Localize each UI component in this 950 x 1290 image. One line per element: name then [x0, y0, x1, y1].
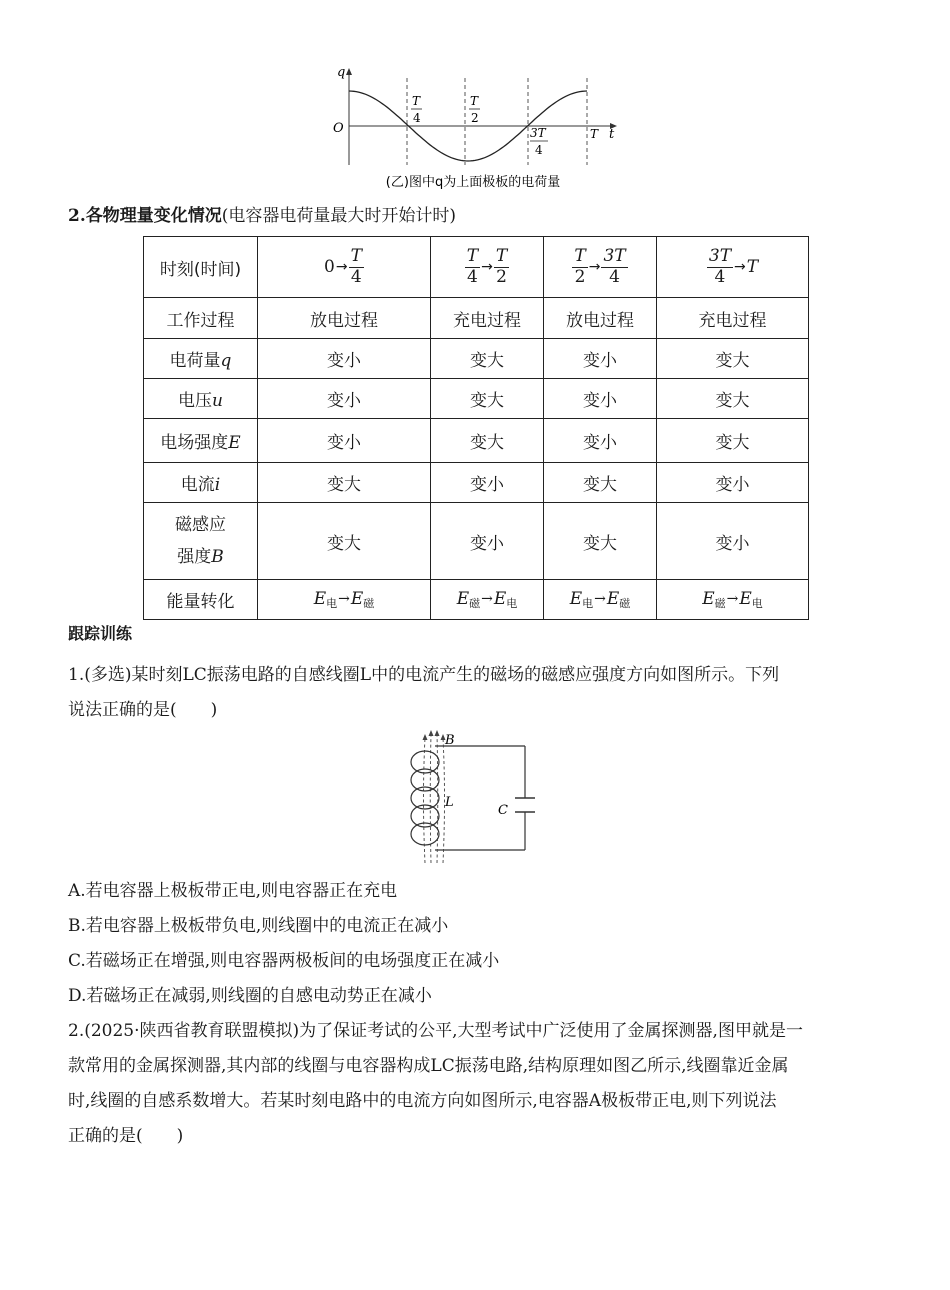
lc-circuit-diagram	[395, 728, 535, 868]
table-row: 电场强度E 变小 变大 变小 变大	[144, 419, 809, 463]
svg-text:2: 2	[471, 111, 479, 125]
svg-text:4: 4	[535, 143, 543, 157]
table-row: 工作过程 放电过程 充电过程 放电过程 充电过程	[144, 298, 809, 339]
q1-line2: 说法正确的是( )	[68, 700, 218, 720]
svg-text:T: T	[470, 94, 479, 108]
section2-title: 2.各物理量变化情况	[68, 206, 222, 226]
q2-line1: 2.(2025·陕西省教育联盟模拟)为了保证考试的公平,大型考试中广泛使用了金属探测器,图甲就是一	[68, 1021, 803, 1041]
q2-line4: 正确的是( )	[68, 1126, 184, 1146]
time-col-2: $\frac{T}{4}$ → $\frac{T}{2}$	[431, 237, 544, 298]
tick-3T4	[530, 126, 548, 157]
time-col-1: 0→ $\frac{T}{4}$	[258, 237, 431, 298]
time-col-4: $\frac{3T}{4}$ →T	[657, 237, 809, 298]
q-axis-arrow	[346, 68, 352, 75]
section2-heading	[68, 201, 456, 226]
label-C: C	[498, 803, 508, 818]
q2-line2: 款常用的金属探测器,其内部的线圈与电容器构成LC振荡电路,结构原理如图乙所示,线圈靠近金属	[68, 1056, 789, 1076]
q1-option-d: D.若磁场正在减弱,则线圈的自感电动势正在减小	[68, 986, 432, 1006]
time-col-3: $\frac{T}{2}$ → $\frac{3T}{4}$	[544, 237, 657, 298]
table-row: 电流i 变大 变小 变大 变小	[144, 463, 809, 503]
svg-text:4: 4	[413, 111, 421, 125]
training-title: 跟踪训练	[68, 624, 133, 643]
svg-text:3T: 3T	[530, 126, 546, 140]
svg-text:T: T	[412, 94, 421, 108]
axis-q-label: q	[337, 65, 346, 80]
energy-cell: $E_电\to E_磁$	[544, 580, 657, 620]
figure-caption: (乙)图中q为上面极板的电荷量	[385, 175, 561, 190]
label-L: L	[445, 795, 454, 810]
header-label: 时刻(时间)	[144, 237, 258, 298]
q2-line3: 时,线圈的自感系数增大。若某时刻电路中的电流方向如图所示,电容器A极板带正电,则下列说法	[68, 1091, 777, 1111]
table-row	[144, 237, 809, 298]
q1-option-a: A.若电容器上极板带正电,则电容器正在充电	[68, 881, 398, 901]
q1-option-b: B.若电容器上极板带负电,则线圈中的电流正在减小	[68, 916, 449, 936]
origin-label: O	[333, 121, 344, 136]
energy-cell: $E_磁\to E_电$	[431, 580, 544, 620]
quantity-table	[143, 236, 809, 620]
energy-cell: $E_电\to E_磁$	[258, 580, 431, 620]
table-row: 电荷量q 变小 变大 变小 变大	[144, 339, 809, 379]
table-row: 磁感应 强度B 变大 变小 变大 变小	[144, 503, 809, 580]
label-B: B	[445, 733, 455, 748]
q1-option-c: C.若磁场正在增强,则电容器两极板间的电场强度正在减小	[68, 951, 500, 971]
coil	[411, 751, 439, 845]
table-row: 电压u 变小 变大 变小 变大	[144, 379, 809, 419]
table-row: 能量转化 $E_电\to E_磁$ $E_磁\to E_电$ $E_电\to E_磁$ $E_磁\to E_电$	[144, 580, 809, 620]
tick-T: T	[590, 127, 599, 141]
axis-t-label: t	[609, 127, 615, 142]
energy-cell: $E_磁\to E_电$	[657, 580, 809, 620]
q1-line1: 1.(多选)某时刻LC振荡电路的自感线圈L中的电流产生的磁场的磁感应强度方向如图所示。下列	[68, 665, 780, 685]
tick-T4	[411, 94, 422, 125]
q-t-graph	[325, 60, 625, 195]
tick-T2	[469, 94, 480, 125]
section2-note: (电容器电荷量最大时开始计时)	[221, 206, 457, 226]
